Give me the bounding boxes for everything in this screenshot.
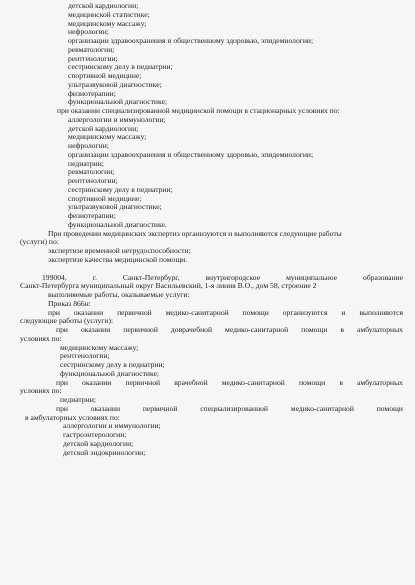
paragraph-expertise-continuation: (услуги) по: [20,238,59,247]
list-item: аллергологии и иммунологии; [68,115,166,124]
specialized-care-line-2: в амбулаторных условиях по: [25,413,120,422]
list-item: гастроэнтерологии; [63,431,127,439]
text-word: помощи [242,308,269,317]
section-spacer [0,265,415,274]
paragraph-expertise: При проведении медицинских экспертиз организуются и выполняются следующие работы [48,229,342,238]
order-reference: Приказ 866н: [48,299,91,308]
text-word: медико-санитарной [221,378,285,387]
document-text [0,2,415,457]
text-word: оказании [80,326,111,334]
list-item: ультразвуковой диагностике; [68,80,162,89]
text-word: в [339,378,343,387]
text-word: в [340,326,344,334]
list-item: рентгенологии; [68,177,118,185]
list-item: функциональной диагностике; [68,98,167,107]
text-word: первичной [117,308,152,317]
list-item: организации здравоохранения и общественному здоровью, эпидемиологии; [68,150,314,159]
text-word: оказании [90,404,121,413]
text-word: медико-санитарной [165,308,229,317]
list-item: медицинскому массажу; [68,133,147,142]
section-header-inpatient: при оказании специализированной медицинской помощи в стационарных условиях по: [57,107,340,115]
primary-care-line-1 [0,309,415,318]
list-item: физиотерапии; [68,89,116,98]
text-word: при [56,326,68,334]
text-word: помощи [301,326,328,334]
text-word: первичной [142,404,178,413]
list-item: детской кардиологии; [68,124,139,133]
list-item: аллергологии и иммунологии; [63,422,161,431]
text-word: оказании [82,378,112,387]
address-word: г. [92,273,97,282]
list-item: спортивной медицине; [68,72,142,80]
list-item: нефрологии; [68,142,109,150]
list-item: медицинскому массажу; [60,343,139,352]
text-word: помощи [298,378,326,387]
list-item: рентгенологии; [60,352,110,361]
works-header: выполняемые работы, оказываемые услуги: [48,291,190,299]
address-word: внутригородское [205,273,261,282]
text-word: выполняются [359,308,403,317]
text-word: амбулаторных [357,326,403,334]
list-item: педиатрии; [68,159,104,168]
text-word: при [56,404,68,413]
list-item: сестринскому делу в педиатрии; [60,361,165,369]
list-item: экспертизе качества медицинской помощи. [48,255,188,264]
list-item: ревматологии; [68,168,115,177]
address-word: муниципальное [286,273,338,282]
address-line-2: Санкт-Петербурга муниципальный округ Васильевский, 1-я линия В.О., дом 58, строение 2 [20,282,317,291]
address-word: 199004, [42,273,67,282]
list-item: спортивной медицине; [68,194,142,203]
list-items-a [0,2,415,107]
list-item: сестринскому делу в педиатрии; [68,63,173,72]
primary-care-line-2: следующие работы (услуги): [20,317,114,326]
list-item: функциональной диагностике; [60,369,159,378]
list-item: ревматологии; [68,45,115,54]
list-item: экспертизе временной нетрудоспособности; [48,247,191,255]
list-item: сестринскому делу в педиатрии; [68,185,173,194]
list-item: детской кардиологии; [68,2,139,10]
list-item: функциональной диагностике. [68,220,167,229]
list-item: физиотерапии; [68,212,116,220]
address-word: образование [363,273,403,282]
text-word: организуются [282,308,328,317]
list-items-b [0,116,415,230]
address-word: Санкт-Петербург, [122,273,180,282]
list-item: организации здравоохранения и общественному здоровью, эпидемиологии; [68,37,314,45]
text-word: специализированной [200,404,268,413]
predoctor-care-line-1 [0,326,415,335]
text-word: и [341,308,346,317]
list-item: ультразвуковой диагностике; [68,203,162,212]
predoctor-care-line-2: условиях по: [20,334,62,343]
text-word: доврачебной [170,326,213,334]
text-word: помощи [376,404,403,413]
specialized-care-line-1 [0,405,415,414]
list-item: нефрологии; [68,28,109,37]
text-word: при [56,378,68,387]
text-word: первичной [123,326,158,334]
list-item: рентгенологии; [68,54,118,63]
doctor-care-line-2: условиях по: [20,387,62,396]
list-item: медицинскому массажу; [68,19,147,28]
text-word: медико-санитарной [225,326,289,334]
text-word: медико-санитарной [290,404,354,413]
text-word: оказании [73,308,104,317]
doctor-care-line-1 [0,379,415,388]
text-word: при [48,308,60,317]
text-word: врачебной [174,378,208,387]
text-word: первичной [125,378,161,387]
list-item: педиатрии; [60,396,96,404]
address-line-1 [0,274,415,283]
list-item: медицинской статистике; [68,10,150,19]
text-word: амбулаторных [357,378,403,387]
list-item: детской эндокринологии; [63,448,146,457]
list-item: детской кардиологии; [63,439,134,448]
